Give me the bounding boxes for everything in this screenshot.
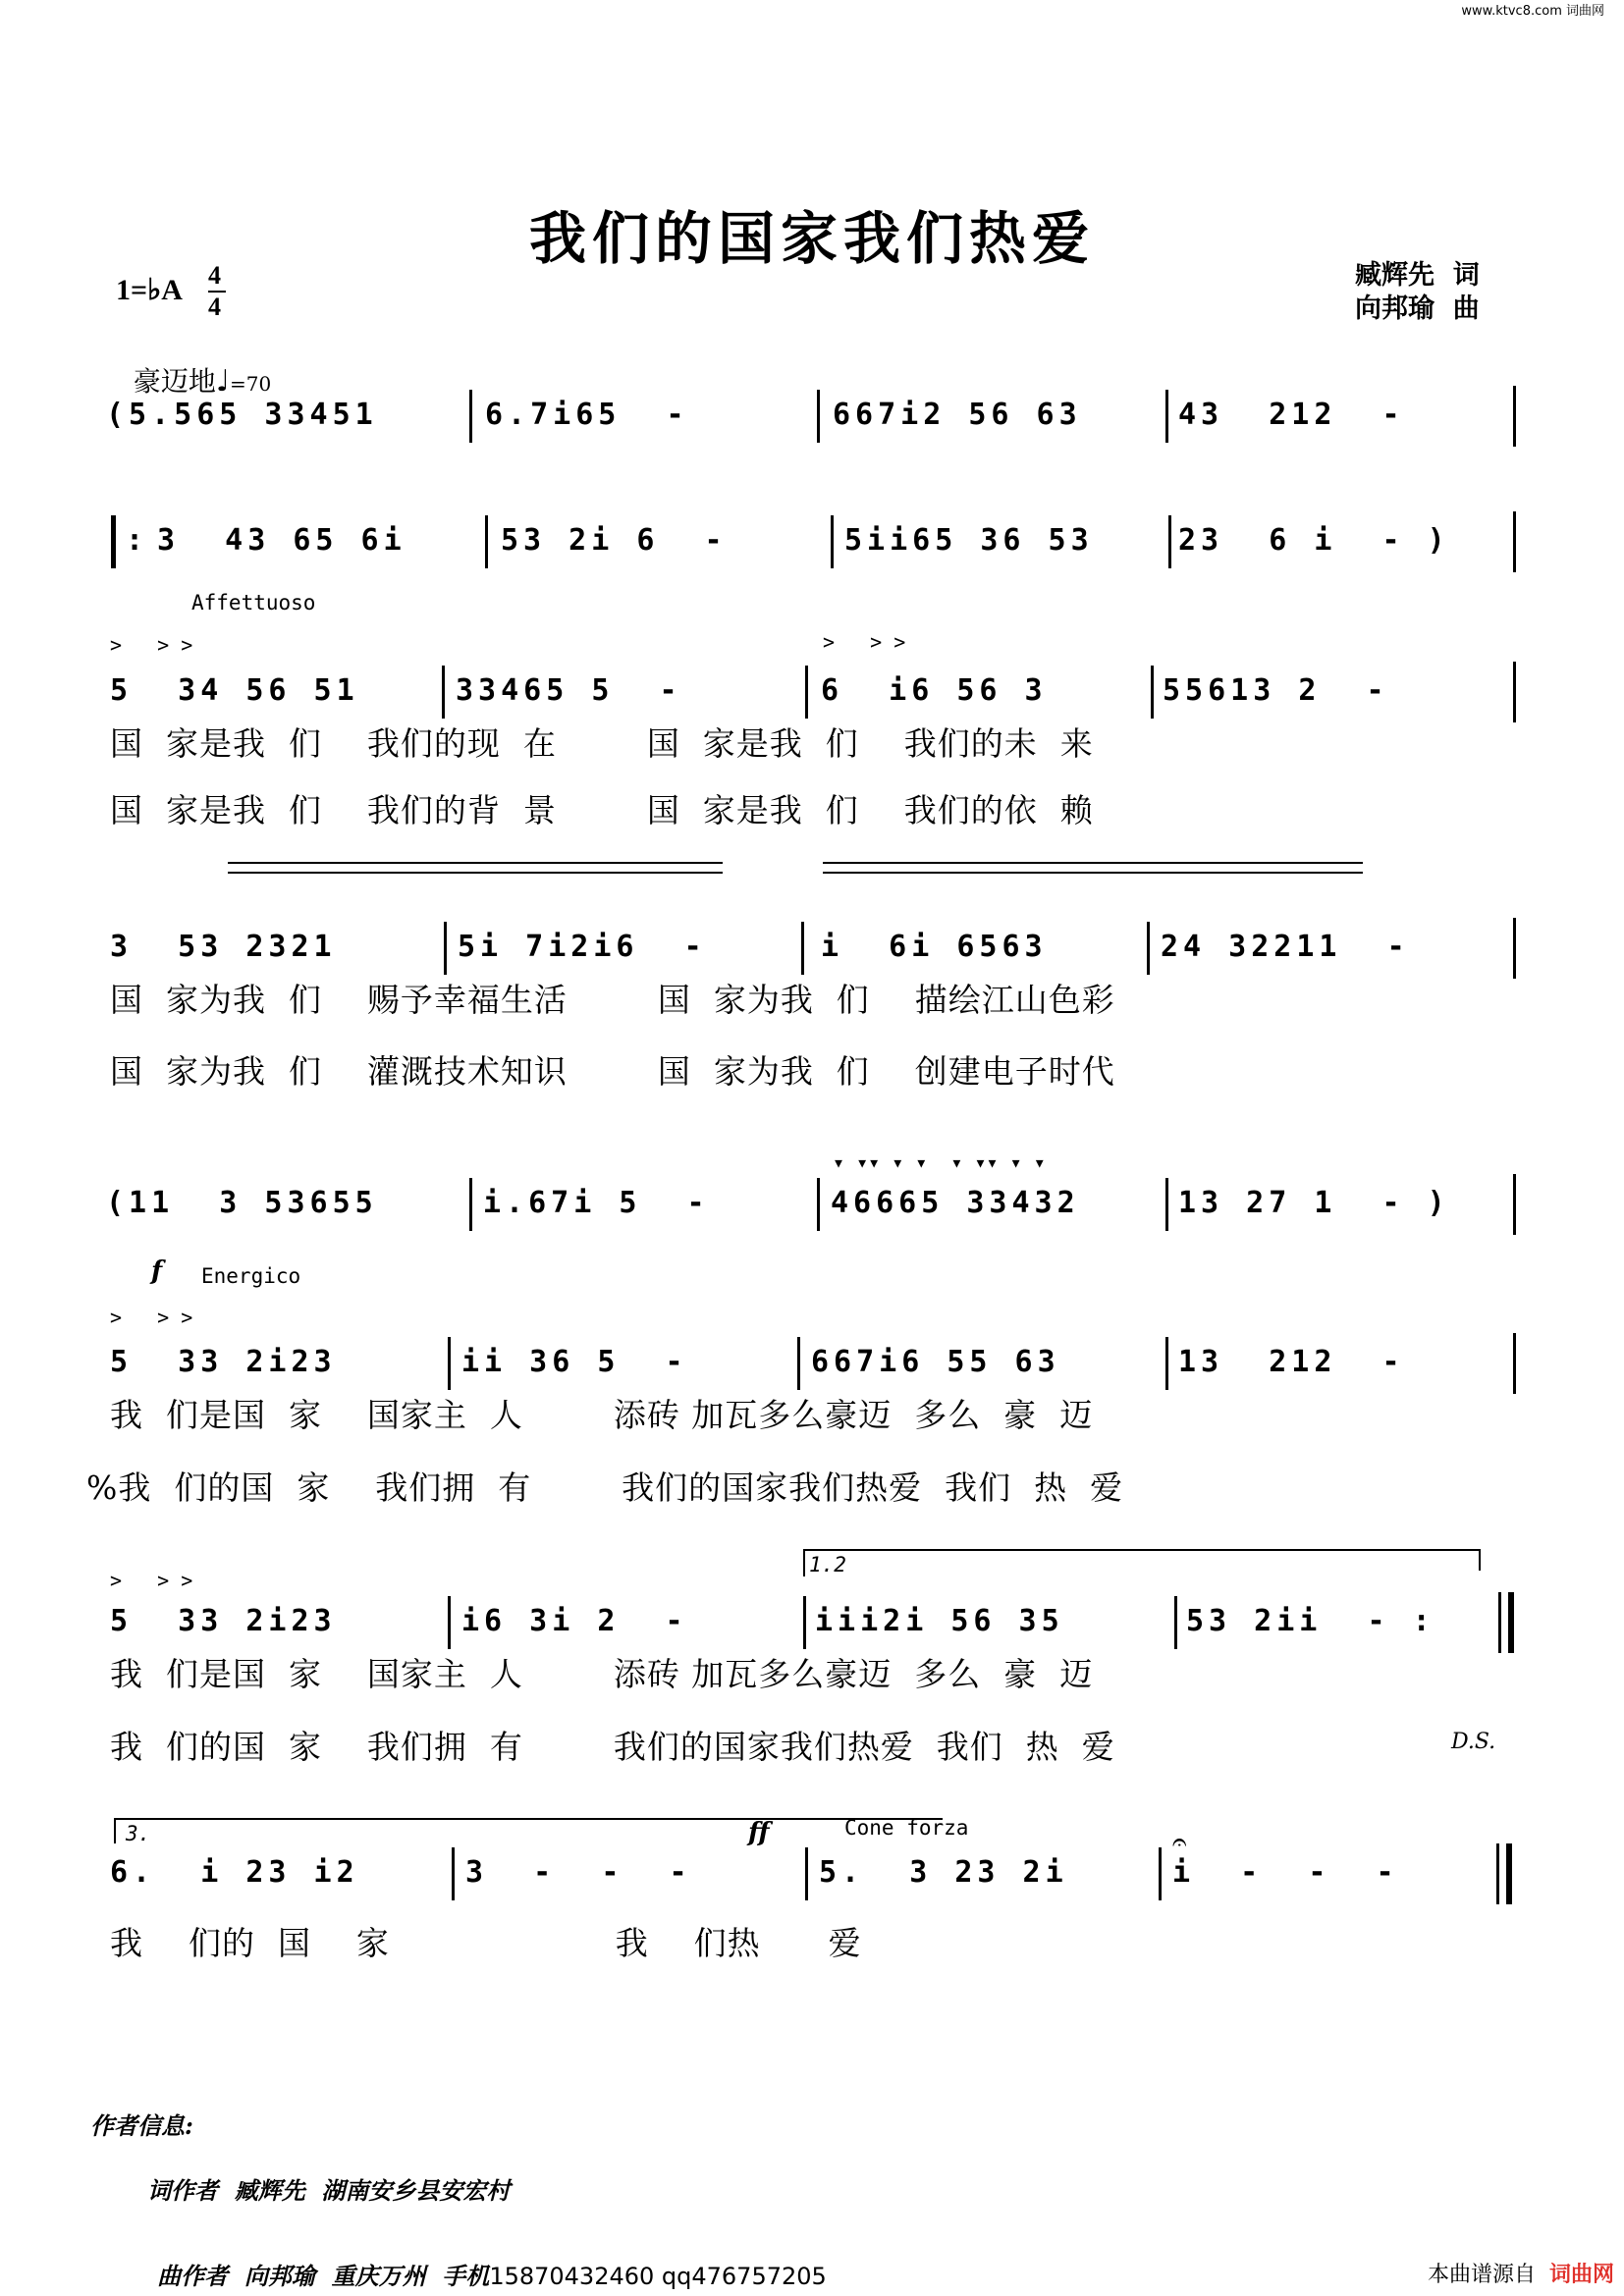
divider-line bbox=[823, 862, 1363, 864]
lyric-verse-2: 国 家是我 们 我们的背 景 国 家是我 们 我们的依 赖 bbox=[110, 791, 1094, 829]
measure: 5 34 56 51 bbox=[110, 673, 359, 708]
score-line-8 bbox=[0, 1855, 1624, 1904]
bar-line bbox=[831, 515, 834, 568]
measure: 13 27 1 - ) bbox=[1178, 1186, 1450, 1220]
bar-line bbox=[797, 1337, 800, 1390]
bar-line bbox=[1147, 922, 1150, 975]
expression-mark: Affettuoso bbox=[191, 591, 316, 614]
score-line-6 bbox=[0, 1345, 1624, 1394]
volta-number: 3. bbox=[126, 1822, 151, 1845]
composer-info-label: 曲作者 向邦瑜 重庆万州 手机 bbox=[157, 2262, 490, 2290]
bar-line bbox=[805, 1847, 808, 1900]
site-watermark-top: www.ktvc8.com 词曲网 bbox=[1461, 4, 1604, 19]
score-line-5 bbox=[0, 1186, 1624, 1235]
measure: (11 3 53655 bbox=[106, 1186, 378, 1220]
measure: 5. 3 23 2i bbox=[819, 1855, 1068, 1890]
tempo-text: 豪迈地 bbox=[133, 365, 216, 398]
score-line-1 bbox=[0, 398, 1624, 447]
accent-marks: > > > bbox=[110, 1569, 193, 1592]
lyricist-credit: 臧辉先 词 bbox=[1355, 260, 1480, 291]
time-signature-top: 4 bbox=[208, 261, 221, 290]
measure: 3 53 2321 bbox=[110, 930, 337, 964]
bar-line bbox=[442, 666, 445, 719]
bar-line bbox=[1165, 1337, 1168, 1390]
measure: 33465 5 - bbox=[456, 673, 682, 708]
measure: 667i6 55 63 bbox=[811, 1345, 1060, 1379]
bar-line bbox=[1496, 1843, 1499, 1904]
key-signature: 1=♭A bbox=[116, 274, 183, 306]
bar-line bbox=[817, 1178, 820, 1231]
bar-line bbox=[469, 390, 472, 443]
measure: 667i2 56 63 bbox=[833, 398, 1082, 432]
score-line-4 bbox=[0, 930, 1624, 979]
measure: 3 - - - bbox=[465, 1855, 692, 1890]
measure: 5 33 2i23 bbox=[110, 1345, 337, 1379]
volta-bracket-end bbox=[1479, 1549, 1481, 1571]
tempo-marking bbox=[116, 328, 271, 400]
expression-mark: Cone forza bbox=[844, 1816, 969, 1840]
measure: i6 3i 2 - bbox=[461, 1604, 688, 1638]
bar-line bbox=[1168, 515, 1171, 568]
tempo-value: =70 bbox=[229, 372, 272, 396]
bar-line bbox=[1165, 390, 1168, 443]
bar-line bbox=[1159, 1847, 1162, 1900]
score-line-7 bbox=[0, 1604, 1624, 1653]
bar-line bbox=[805, 666, 808, 719]
measure: 5i 7i2i6 - bbox=[458, 930, 707, 964]
bar-line bbox=[1151, 666, 1154, 719]
bar-line bbox=[1513, 386, 1516, 447]
accent-marks: > > > bbox=[110, 633, 193, 657]
bar-line bbox=[1513, 918, 1516, 979]
time-signature-bottom: 4 bbox=[208, 293, 221, 321]
composer-credit: 向邦瑜 曲 bbox=[1355, 294, 1480, 324]
composer-contact: 15870432460 qq476757205 bbox=[489, 2263, 827, 2290]
measure: 53 2ii - : bbox=[1186, 1604, 1435, 1638]
lyric-verse-1: 我 们的 国 家 我 们热 爱 bbox=[110, 1924, 862, 1962]
bar-line bbox=[1513, 662, 1516, 722]
bar-line bbox=[448, 1596, 451, 1649]
measure: 46665 33432 bbox=[831, 1186, 1080, 1220]
bar-line bbox=[1498, 1592, 1501, 1653]
volta-bracket bbox=[803, 1549, 1481, 1551]
repeat-start-bar bbox=[111, 515, 116, 568]
volta-bracket bbox=[114, 1818, 943, 1820]
bar-line bbox=[1513, 511, 1516, 572]
measure: 6.7i65 - bbox=[485, 398, 689, 432]
bar-line bbox=[803, 1596, 806, 1649]
bar-line bbox=[1513, 1333, 1516, 1394]
measure: 5 33 2i23 bbox=[110, 1604, 337, 1638]
final-bar bbox=[1506, 1843, 1512, 1904]
repeat-end-bar bbox=[1508, 1592, 1514, 1653]
measure: iii2i 56 35 bbox=[815, 1604, 1064, 1638]
repeat-dots: : bbox=[126, 523, 149, 558]
measure: (5.565 33451 bbox=[106, 398, 378, 432]
lyric-verse-2: %我 们的国 家 我们拥 有 我们的国家我们热爱 我们 热 爱 bbox=[86, 1468, 1124, 1507]
lyric-verse-1: 我 们是国 家 国家主 人 添砖 加瓦多么豪迈 多么 豪 迈 bbox=[110, 1396, 1094, 1434]
lyric-verse-2: 我 们的国 家 我们拥 有 我们的国家我们热爱 我们 热 爱 bbox=[110, 1728, 1115, 1766]
dal-segno-mark: D.S. bbox=[1451, 1730, 1496, 1754]
divider-line bbox=[228, 872, 723, 874]
measure: ii 36 5 - bbox=[461, 1345, 688, 1379]
divider-line bbox=[823, 872, 1363, 874]
measure: 24 32211 - bbox=[1161, 930, 1410, 964]
dynamic-mark: f bbox=[151, 1256, 163, 1286]
footer-source-text: 本曲谱源自 bbox=[1427, 2263, 1536, 2287]
measure: 6 i6 56 3 bbox=[821, 673, 1048, 708]
staccato-marks: ▾ ▾▾ ▾ ▾ ▾ ▾▾ ▾ ▾ bbox=[833, 1150, 1046, 1174]
measure: i 6i 6563 bbox=[821, 930, 1048, 964]
score-line-3 bbox=[0, 673, 1624, 722]
measure: i - - - bbox=[1172, 1855, 1399, 1890]
footer-site-logo[interactable]: 词曲网 bbox=[1548, 2263, 1614, 2287]
bar-line bbox=[485, 515, 488, 568]
measure: 43 212 - bbox=[1178, 398, 1405, 432]
volta-bracket-start bbox=[803, 1549, 805, 1576]
lyric-verse-1: 国 家为我 们 赐予幸福生活 国 家为我 们 描绘江山色彩 bbox=[110, 981, 1115, 1019]
bar-line bbox=[452, 1847, 455, 1900]
accent-marks: > > > bbox=[823, 630, 906, 654]
quarter-note-icon: ♩ bbox=[215, 364, 230, 399]
expression-mark: Energico bbox=[201, 1264, 301, 1288]
measure: 23 6 i - ) bbox=[1178, 523, 1450, 558]
lyric-verse-1: 国 家是我 们 我们的现 在 国 家是我 们 我们的未 来 bbox=[110, 724, 1094, 763]
composer-info bbox=[147, 2238, 827, 2291]
lyric-verse-1: 我 们是国 家 国家主 人 添砖 加瓦多么豪迈 多么 豪 迈 bbox=[110, 1655, 1094, 1693]
volta-bracket-start bbox=[114, 1818, 116, 1843]
lyric-verse-2: 国 家为我 们 灌溉技术知识 国 家为我 们 创建电子时代 bbox=[110, 1052, 1115, 1091]
bar-line bbox=[817, 390, 820, 443]
bar-line bbox=[444, 922, 447, 975]
measure: 55613 2 - bbox=[1163, 673, 1389, 708]
bar-line bbox=[1174, 1596, 1177, 1649]
author-info-heading: 作者信息: bbox=[90, 2111, 193, 2140]
lyricist-info: 词作者 臧辉先 湖南安乡县安宏村 bbox=[147, 2176, 511, 2205]
volta-number: 1.2 bbox=[809, 1553, 846, 1576]
bar-line bbox=[801, 922, 804, 975]
bar-line bbox=[1513, 1174, 1516, 1235]
measure: 5ii65 36 53 bbox=[844, 523, 1094, 558]
measure: 13 212 - bbox=[1178, 1345, 1405, 1379]
bar-line bbox=[469, 1178, 472, 1231]
song-title: 我们的国家我们热爱 bbox=[528, 205, 1095, 272]
bar-line bbox=[1165, 1178, 1168, 1231]
fermata-icon: 𝄐 bbox=[1172, 1828, 1187, 1857]
dynamic-mark: ff bbox=[748, 1818, 770, 1847]
accent-marks: > > > bbox=[110, 1306, 193, 1329]
score-line-2 bbox=[0, 523, 1624, 572]
divider-line bbox=[228, 862, 723, 864]
bar-line bbox=[448, 1337, 451, 1390]
measure: 53 2i 6 - bbox=[501, 523, 728, 558]
measure: 3 43 65 6i bbox=[157, 523, 406, 558]
measure: 6. i 23 i2 bbox=[110, 1855, 359, 1890]
measure: i.67i 5 - bbox=[483, 1186, 710, 1220]
